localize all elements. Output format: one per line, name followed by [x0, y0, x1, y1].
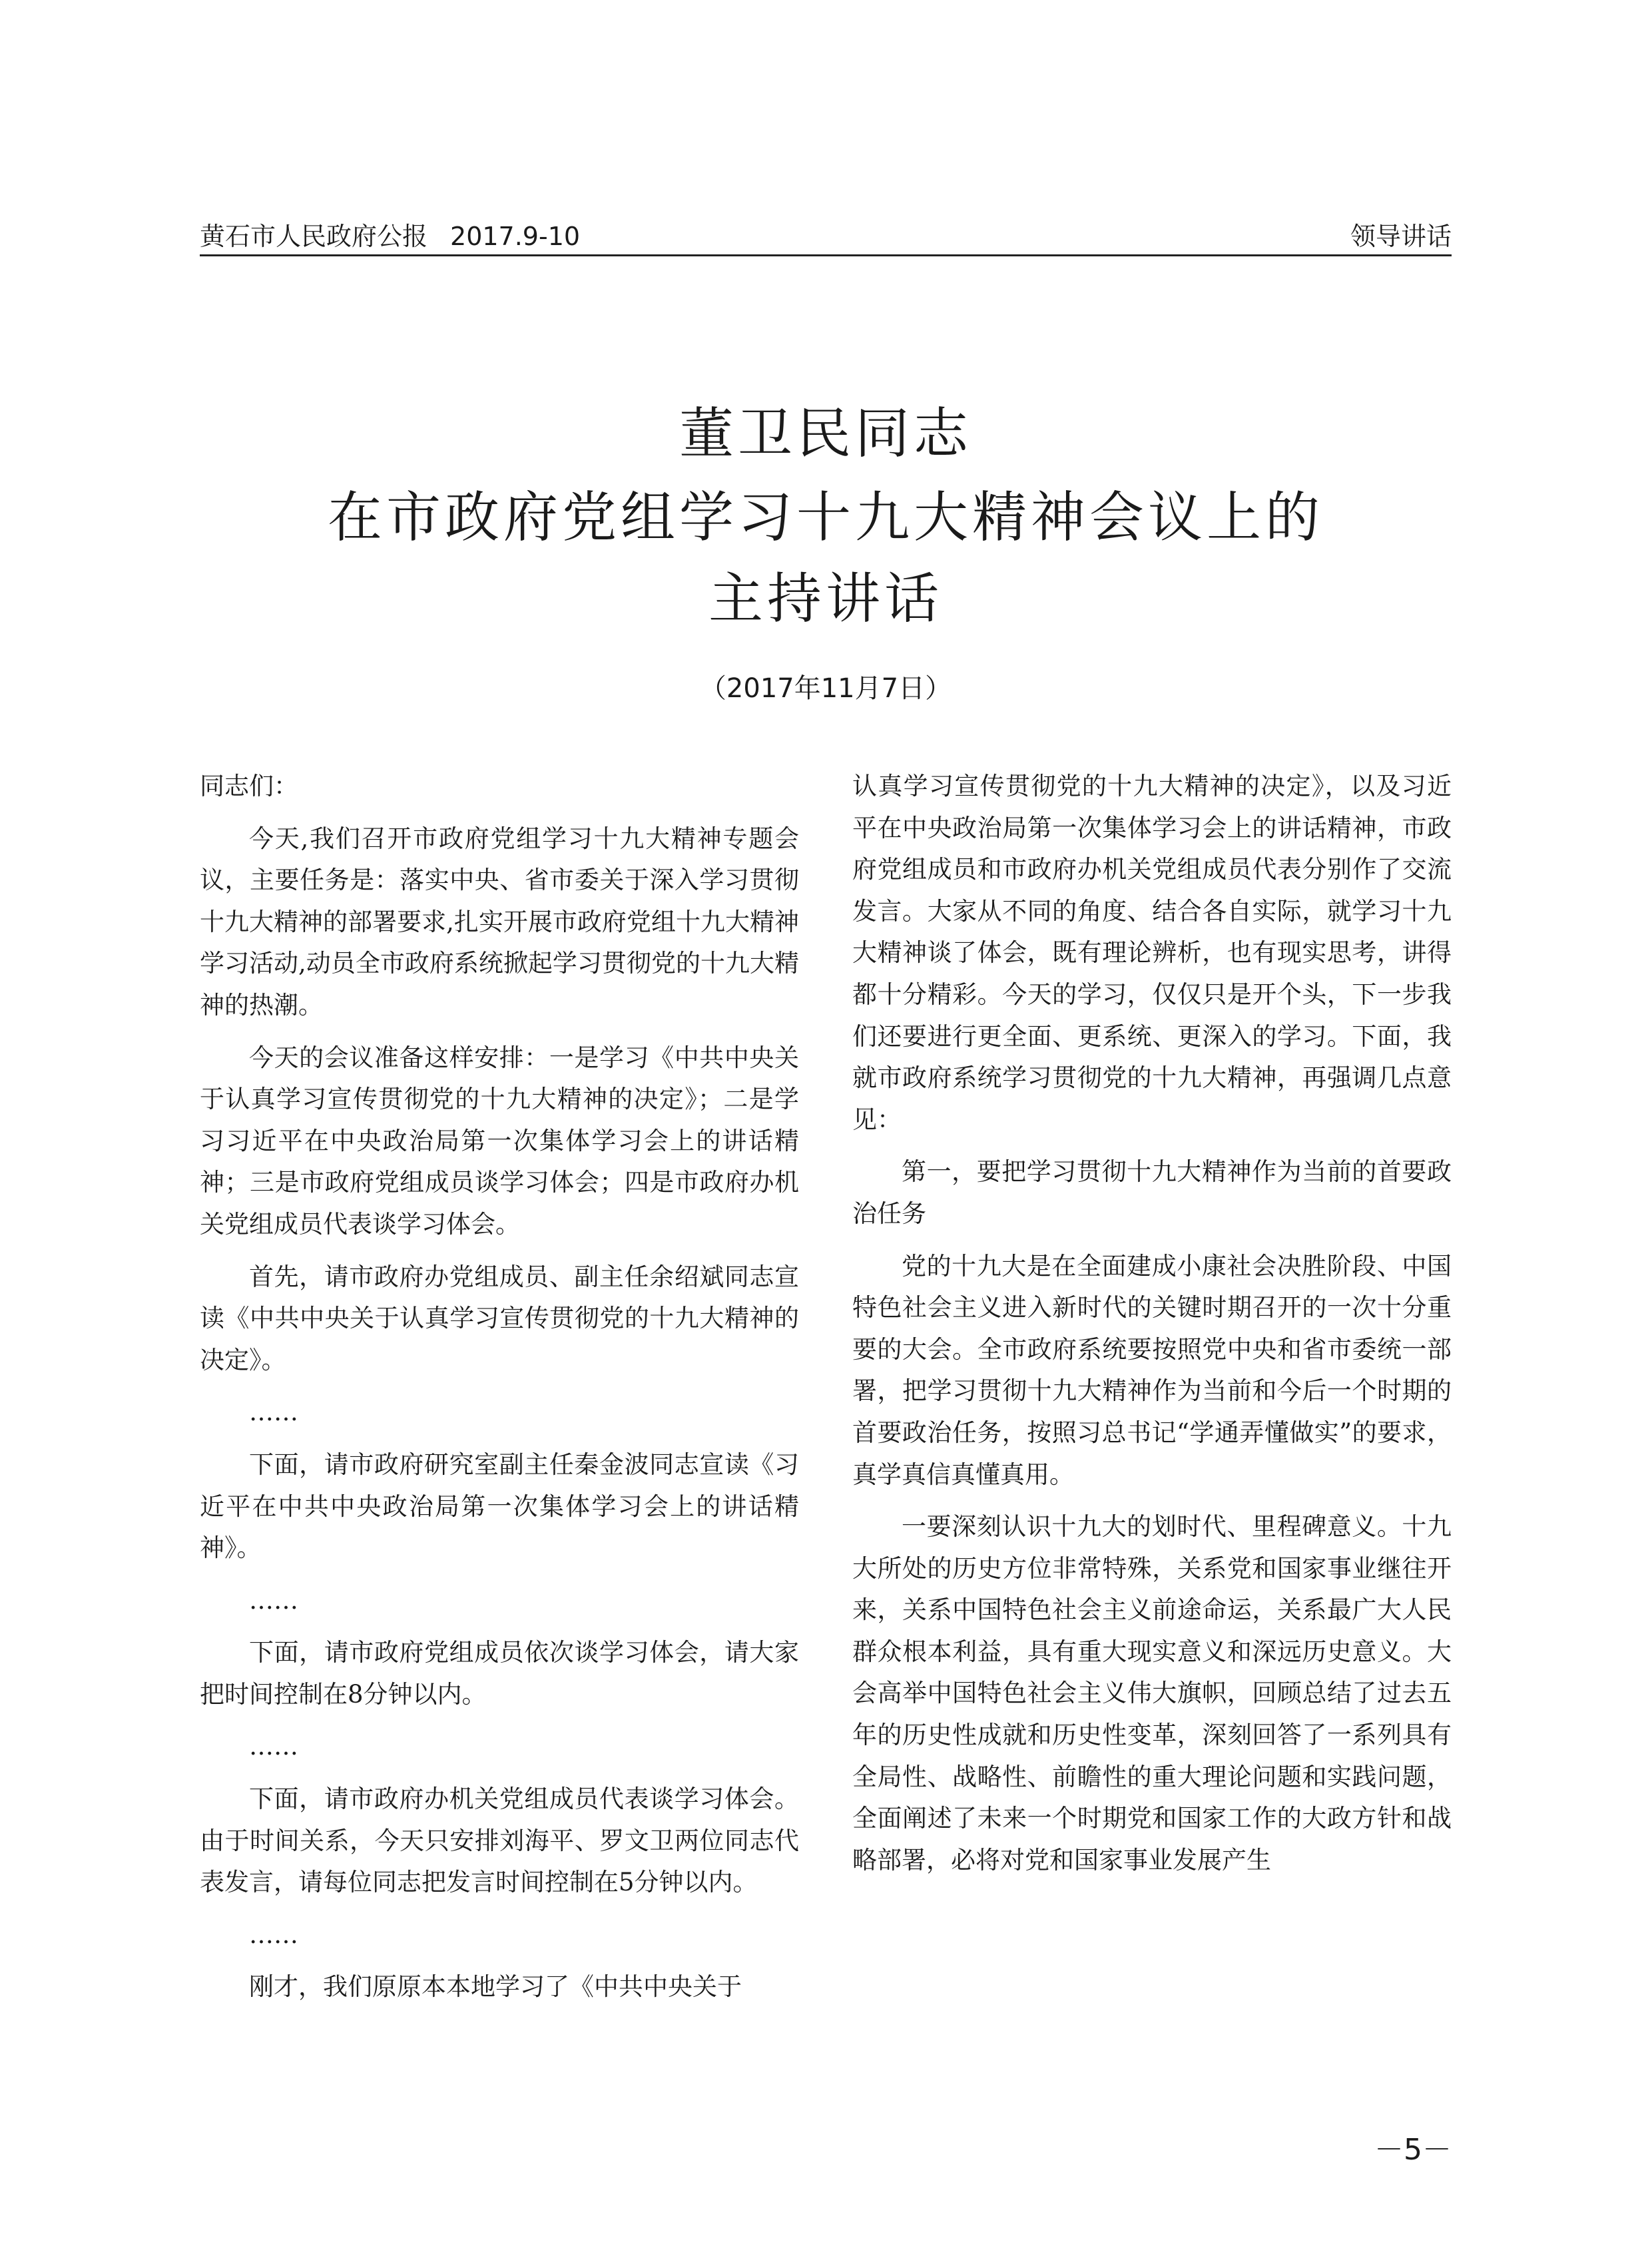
ellipsis: …… — [249, 1585, 298, 1615]
salutation: 同志们： — [200, 772, 298, 800]
paragraph: 下面，请市政府办机关党组成员代表谈学习体会。由于时间关系，今天只安排刘海平、罗文卫两位同志代表发言，请每位同志把发言时间控制在5分钟以内。 — [200, 1785, 799, 1897]
right-column — [852, 766, 1452, 1892]
paragraph: 下面，请市政府研究室副主任秦金波同志宣读《习近平在中共中央政治局第一次集体学习会上的讲话精神》。 — [200, 1450, 799, 1563]
page-number: －5－ — [1374, 2133, 1452, 2167]
title-line-1: 董卫民同志 — [679, 402, 972, 465]
header-publication-block — [200, 216, 580, 252]
paragraph: 党的十九大是在全面建成小康社会决胜阶段、中国特色社会主义进入新时代的关键时期召开的一次十分重要的大会。全市政府系统要按照党中央和省市委统一部署，把学习贯彻十九大精神作为当前和今后一个时期的首要政治任务，按照习总书记“学通弄懂做实”的要求，真学真信真懂真用。 — [852, 1251, 1452, 1489]
ellipsis: …… — [249, 1920, 298, 1949]
paragraph: 下面，请市政府党组成员依次谈学习体会，请大家把时间控制在8分钟以内。 — [200, 1638, 799, 1709]
header-section: 领导讲话 — [1350, 222, 1452, 251]
section-heading: 第一，要把学习贯彻十九大精神作为当前的首要政治任务 — [852, 1157, 1452, 1228]
title-line-2: 在市政府党组学习十九大精神会议上的 — [327, 486, 1324, 549]
paragraph: 一要深刻认识十九大的划时代、里程碑意义。十九大所处的历史方位非常特殊，关系党和国家事业继往开来，关系中国特色社会主义前途命运，关系最广大人民群众根本利益，具有重大现实意义和深远历史意义。大会高举中国特色社会主义伟大旗帜，回顾总结了过去五年的历史性成就和历史性变革，深刻回答了一系列具有全局性、战略性、前瞻性的重大理论问题和实践问题，全面阐述了未来一个时期党和国家工作的大政方针和战略部署，必将对党和国家事业发展产生 — [852, 1512, 1452, 1874]
ellipsis: …… — [249, 1732, 298, 1761]
running-header — [200, 208, 1452, 256]
paragraph: 认真学习宣传贯彻党的十九大精神的决定》，以及习近平在中央政治局第一次集体学习会上的讲话精神，市政府党组成员和市政府办机关党组成员代表分别作了交流发言。大家从不同的角度、结合各自实际，就学习十九大精神谈了体会，既有理论辨析，也有现实思考，讲得都十分精彩。今天的学习，仅仅只是开个头，下一步我们还要进行更全面、更系统、更深入的学习。下面，我就市政府系统学习贯彻党的十九大精神，再强调几点意见： — [852, 772, 1452, 1134]
title-line-3: 主持讲话 — [708, 567, 943, 631]
paragraph: 首先，请市政府办党组成员、副主任余绍斌同志宣读《中共中央关于认真学习宣传贯彻党的十九大精神的决定》。 — [200, 1262, 799, 1374]
speech-date: （2017年11月7日） — [699, 673, 952, 704]
paragraph: 刚才，我们原原本本地学习了《中共中央关于 — [249, 1972, 742, 2002]
header-publication: 黄石市人民政府公报 — [200, 222, 428, 251]
ellipsis: …… — [249, 1398, 298, 1427]
header-issue: 2017.9-10 — [450, 222, 581, 251]
left-column — [200, 766, 799, 2019]
paragraph: 今天的会议准备这样安排：一是学习《中共中央关于认真学习宣传贯彻党的十九大精神的决定》；二是学习习近平在中央政治局第一次集体学习会上的讲话精神；三是市政府党组成员谈学习体会；四是市政府办机关党组成员代表谈学习体会。 — [200, 1043, 799, 1239]
paragraph: 今天,我们召开市政府党组学习十九大精神专题会议，主要任务是：落实中央、省市委关于深入学习贯彻十九大精神的部署要求,扎实开展市政府党组十九大精神学习活动,动员全市政府系统掀起学习贯彻党的十九大精神的热潮。 — [200, 824, 799, 1019]
